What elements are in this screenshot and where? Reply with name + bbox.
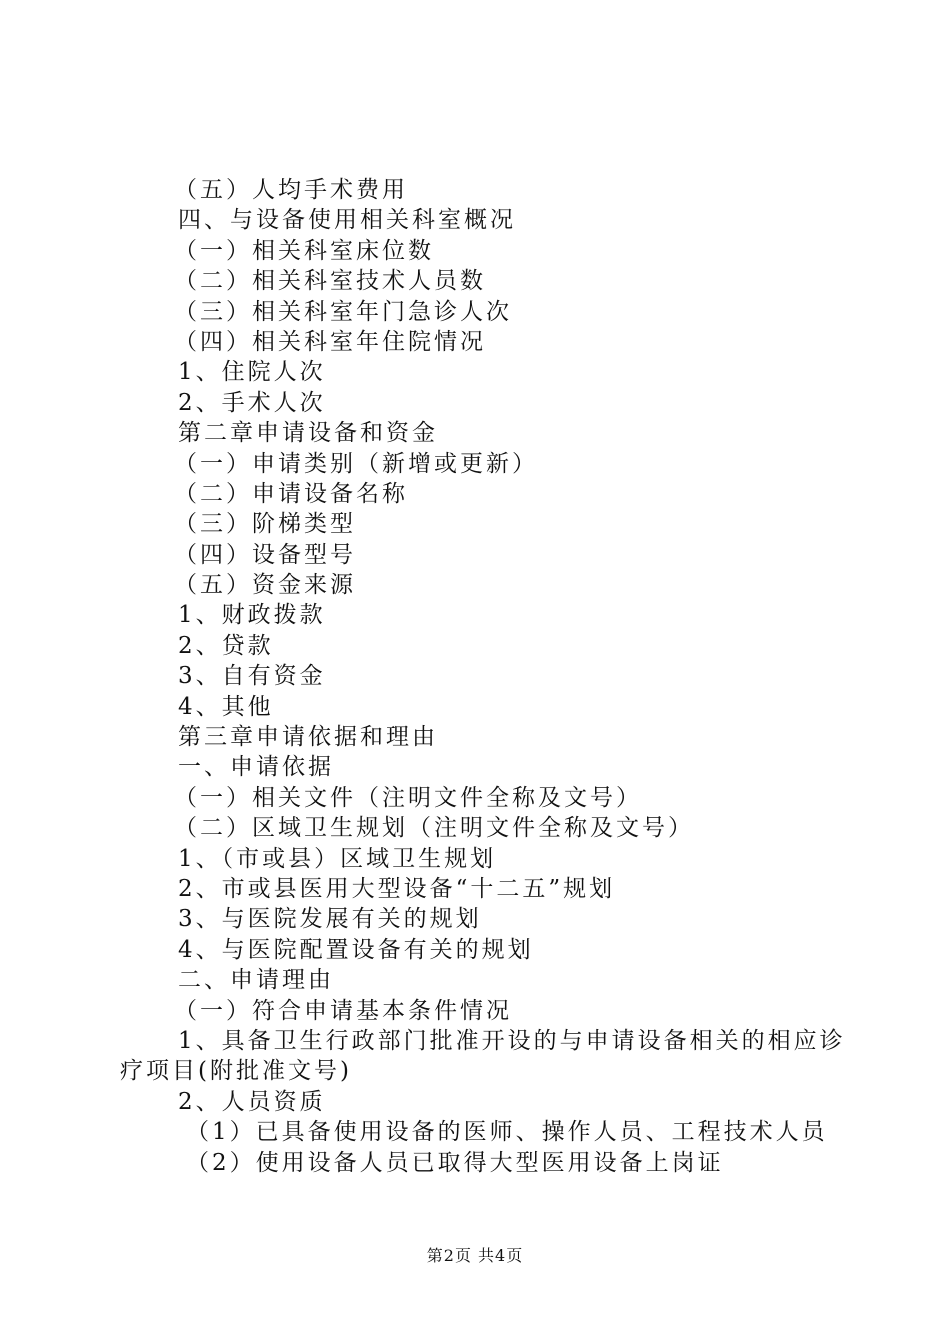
- text-line: 二、申请理由: [178, 967, 334, 994]
- text-line: 2、人员资质: [178, 1088, 326, 1115]
- text-line: 一、申请依据: [178, 754, 334, 781]
- text-line: （二）相关科室技术人员数: [174, 268, 486, 295]
- text-line: 3、与医院发展有关的规划: [178, 906, 482, 933]
- text-line: 四、与设备使用相关科室概况: [178, 207, 516, 234]
- text-line: 2、手术人次: [178, 389, 326, 416]
- text-line: 1、财政拨款: [178, 602, 326, 629]
- text-line: 2、市或县医用大型设备“十二五”规划: [178, 875, 616, 902]
- text-line: （三）相关科室年门急诊人次: [174, 298, 512, 325]
- page-footer: [0, 1243, 950, 1266]
- text-line: 2、贷款: [178, 632, 274, 659]
- text-line: （五）资金来源: [174, 572, 356, 599]
- text-line: （2）使用设备人员已取得大型医用设备上岗证: [186, 1149, 724, 1176]
- text-line: （二）申请设备名称: [174, 480, 408, 507]
- chapter-heading: 第二章申请设备和资金: [178, 420, 438, 447]
- text-line: （1）已具备使用设备的医师、操作人员、工程技术人员: [186, 1119, 828, 1146]
- text-line: （一）符合申请基本条件情况: [174, 997, 512, 1024]
- text-line: 4、与医院配置设备有关的规划: [178, 936, 534, 963]
- text-line: 3、自有资金: [178, 663, 326, 690]
- text-line: （一）相关科室床位数: [174, 237, 434, 264]
- text-line: （四）设备型号: [174, 541, 356, 568]
- text-line: （一）申请类别（新增或更新）: [174, 450, 538, 477]
- text-line: 1、住院人次: [178, 359, 326, 386]
- text-line: （四）相关科室年住院情况: [174, 328, 486, 355]
- text-line: （一）相关文件（注明文件全称及文号）: [174, 784, 642, 811]
- text-line: （二）区域卫生规划（注明文件全称及文号）: [174, 815, 694, 842]
- text-line: 1、具备卫生行政部门批准开设的与申请设备相关的相应诊: [178, 1027, 846, 1054]
- text-line: （三）阶梯类型: [174, 511, 356, 538]
- page-number: 第2页 共4页: [426, 1246, 524, 1265]
- text-line: 疗项目(附批准文号): [120, 1058, 352, 1085]
- document-body: [120, 175, 846, 1178]
- text-line: 4、其他: [178, 693, 274, 720]
- chapter-heading: 第三章申请依据和理由: [178, 724, 438, 751]
- text-line: 1、（市或县）区域卫生规划: [178, 845, 497, 872]
- text-line: （五）人均手术费用: [174, 177, 408, 203]
